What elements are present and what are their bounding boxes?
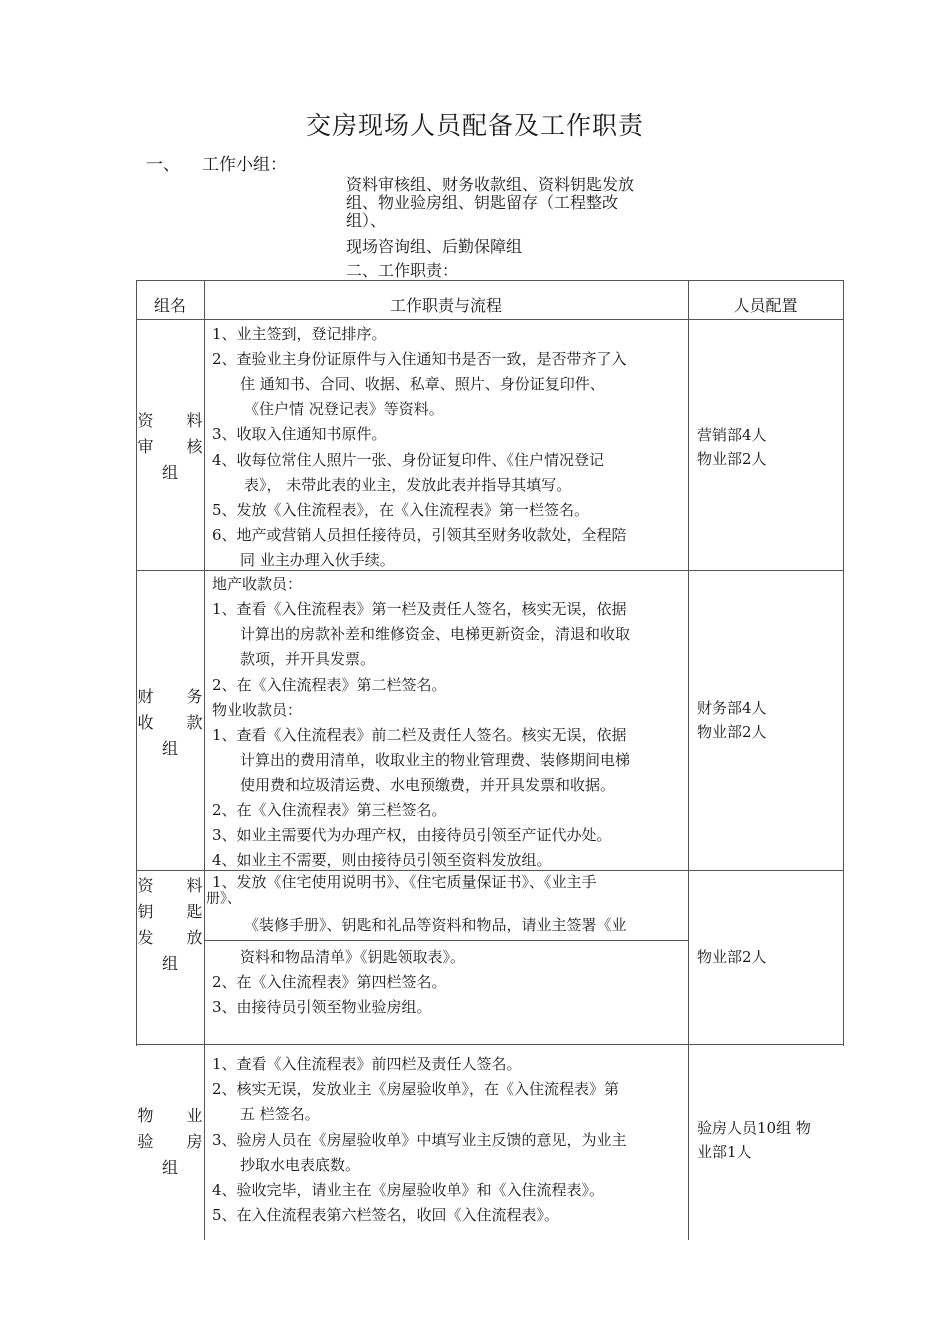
duty-line: 5、发放《入住流程表》，在《入住流程表》第一栏签名。 bbox=[212, 501, 590, 519]
duty-line: 计算出的费用清单，收取业主的物业管理费、装修期间电梯 bbox=[240, 751, 631, 769]
group-name: 物 业 验 房 组 bbox=[137, 1106, 217, 1177]
duty-line: 2、核实无误，发放业主《房屋验收单》，在《入住流程表》第 bbox=[212, 1080, 620, 1098]
page-title: 交房现场人员配备及工作职责 bbox=[305, 111, 644, 140]
duty-line: 1、查看《入住流程表》第一栏及责任人签名，核实无误，依据 bbox=[212, 600, 627, 618]
group-name: 资 料 审 核 组 bbox=[137, 411, 217, 482]
groups-text-line: 组、物业验房组、钥匙留存（工程整改 bbox=[346, 193, 619, 212]
duty-line: 五 栏签名。 bbox=[240, 1105, 320, 1123]
header-staffing: 人员配置 bbox=[733, 296, 798, 315]
section-1-number: 一、 bbox=[146, 155, 180, 175]
duty-line: 款项，并开具发票。 bbox=[240, 650, 376, 668]
duty-line: 2、查验业主身份证原件与入住通知书是否一致，是否带齐了入 bbox=[212, 350, 627, 368]
duty-line: 《装修手册》、钥匙和礼品等资料和物品，请业主签署《业 bbox=[244, 916, 627, 934]
duty-line: 《住户情 况登记表》等资料。 bbox=[244, 400, 444, 418]
staffing: 财务部4人 物业部2人 bbox=[697, 699, 767, 741]
duty-line: 3、如业主需要代为办理产权，由接待员引领至产证代办处。 bbox=[212, 826, 612, 844]
section-1-label: 工作小组： bbox=[202, 155, 287, 175]
table-rule bbox=[136, 280, 844, 281]
groups-text-line: 现场咨询组、后勤保障组 bbox=[346, 237, 523, 256]
duty-line: 5、在入住流程表第六栏签名，收回《入住流程表》。 bbox=[212, 1206, 560, 1224]
duty-line: 2、在《入住流程表》第四栏签名。 bbox=[212, 973, 447, 991]
header-group-name: 组名 bbox=[153, 296, 186, 315]
duty-line: 资料和物品清单》《钥匙领取表》。 bbox=[240, 948, 466, 966]
section-2-label: 二、工作职责： bbox=[346, 261, 459, 280]
staffing: 营销部4人 物业部2人 bbox=[697, 426, 767, 468]
header-duties: 工作职责与流程 bbox=[389, 296, 502, 315]
duty-line: 计算出的房款补差和维修资金、电梯更新资金，清退和收取 bbox=[240, 625, 631, 643]
duty-line: 1、查看《入住流程表》前二栏及责任人签名。核实无误，依据 bbox=[212, 726, 627, 744]
duty-line: 1、发放《住宅使用说明书》、《住宅质量保证书》、《业主手 bbox=[212, 873, 597, 891]
duty-line: 物业收款员： bbox=[212, 701, 303, 719]
group-name: 财 务 收 款 组 bbox=[137, 687, 217, 758]
duty-line: 住 通知书、合同、收据、私章、照片、身份证复印件、 bbox=[240, 375, 605, 393]
table-rule bbox=[843, 280, 844, 1046]
duty-line: 3、由接待员引领至物业验房组。 bbox=[212, 998, 432, 1016]
duty-line: 表》， 未带此表的业主，发放此表并指导其填写。 bbox=[244, 476, 572, 494]
duty-line: 使用费和垃圾清运费、水电预缴费，并开具发票和收据。 bbox=[240, 776, 616, 794]
table-rule bbox=[204, 940, 688, 941]
table-rule bbox=[136, 319, 844, 320]
duty-line: 4、如业主不需要，则由接待员引领至资料发放组。 bbox=[212, 851, 552, 869]
staffing: 验房人员10组 物 业部1人 bbox=[697, 1119, 811, 1161]
table-rule bbox=[136, 1044, 844, 1045]
duty-line: 3、验房人员在《房屋验收单》中填写业主反馈的意见，为业主 bbox=[212, 1131, 627, 1149]
duty-line: 同 业主办理入伙手续。 bbox=[240, 551, 395, 569]
staffing: 物业部2人 bbox=[697, 948, 767, 966]
groups-text-line: 资料审核组、财务收款组、资料钥匙发放 bbox=[346, 175, 635, 194]
duty-line: 6、地产或营销人员担任接待员，引领其至财务收款处，全程陪 bbox=[212, 526, 627, 544]
duty-line: 2、在《入住流程表》第三栏签名。 bbox=[212, 801, 447, 819]
duty-line: 3、收取入住通知书原件。 bbox=[212, 425, 387, 443]
table-rule bbox=[688, 280, 689, 1240]
duty-line: 4、验收完毕，请业主在《房屋验收单》和《入住流程表》。 bbox=[212, 1181, 605, 1199]
duty-line: 2、在《入住流程表》第二栏签名。 bbox=[212, 676, 447, 694]
duty-line: 4、收每位常住人照片一张、身份证复印件、《住户情况登记 bbox=[212, 451, 605, 469]
duty-line: 1、查看《入住流程表》前四栏及责任人签名。 bbox=[212, 1055, 522, 1073]
duty-line: 1、业主签到，登记排序。 bbox=[212, 325, 387, 343]
groups-text-line: 组）、 bbox=[346, 211, 387, 230]
group-name: 资 料 钥 匙 发 放 组 bbox=[137, 876, 217, 973]
duty-line: 册》、 bbox=[206, 891, 241, 907]
duty-line: 抄取水电表底数。 bbox=[240, 1156, 361, 1174]
duty-line: 地产收款员： bbox=[212, 575, 303, 593]
